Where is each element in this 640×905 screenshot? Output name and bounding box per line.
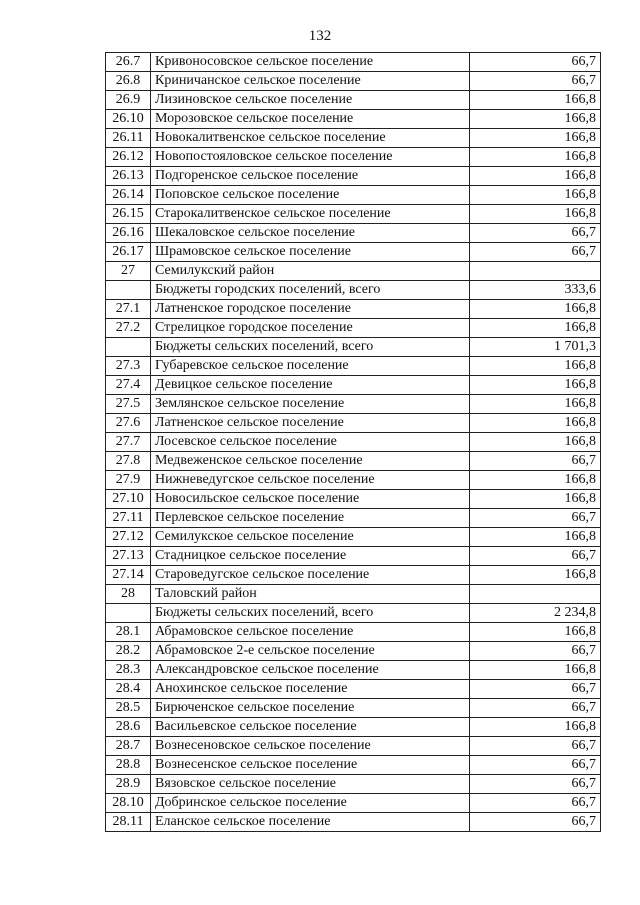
row-name: Еланское сельское поселение [151, 813, 470, 832]
row-value: 166,8 [470, 471, 601, 490]
row-name: Губаревское сельское поселение [151, 357, 470, 376]
row-name: Бюджеты городских поселений, всего [151, 281, 470, 300]
row-number: 26.17 [106, 243, 151, 262]
table-row [106, 243, 601, 262]
row-name: Анохинское сельское поселение [151, 680, 470, 699]
row-number: 27.10 [106, 490, 151, 509]
table-row [106, 338, 601, 357]
row-number: 27.9 [106, 471, 151, 490]
table-row [106, 566, 601, 585]
row-number [106, 604, 151, 623]
row-number: 26.15 [106, 205, 151, 224]
row-number: 27.4 [106, 376, 151, 395]
row-value: 166,8 [470, 167, 601, 186]
row-value: 166,8 [470, 528, 601, 547]
row-name: Землянское сельское поселение [151, 395, 470, 414]
row-name: Лизиновское сельское поселение [151, 91, 470, 110]
row-value: 1 701,3 [470, 338, 601, 357]
row-number: 27.3 [106, 357, 151, 376]
table-row [106, 528, 601, 547]
row-value: 66,7 [470, 756, 601, 775]
row-name: Шрамовское сельское поселение [151, 243, 470, 262]
row-number: 28.10 [106, 794, 151, 813]
table-row [106, 186, 601, 205]
row-number: 26.10 [106, 110, 151, 129]
table-row [106, 699, 601, 718]
row-value: 166,8 [470, 357, 601, 376]
row-value: 166,8 [470, 395, 601, 414]
row-value: 166,8 [470, 433, 601, 452]
table-row [106, 756, 601, 775]
row-number: 27.5 [106, 395, 151, 414]
row-name: Семилукское сельское поселение [151, 528, 470, 547]
row-value: 66,7 [470, 224, 601, 243]
row-number: 28.1 [106, 623, 151, 642]
row-name: Александровское сельское поселение [151, 661, 470, 680]
table-row [106, 262, 601, 281]
row-value: 166,8 [470, 661, 601, 680]
row-value: 66,7 [470, 813, 601, 832]
row-value: 166,8 [470, 91, 601, 110]
row-number: 27.13 [106, 547, 151, 566]
row-number: 28.2 [106, 642, 151, 661]
row-value: 66,7 [470, 452, 601, 471]
row-value: 166,8 [470, 148, 601, 167]
row-number: 28.8 [106, 756, 151, 775]
row-name: Бюджеты сельских поселений, всего [151, 604, 470, 623]
row-name: Таловский район [151, 585, 470, 604]
row-value: 66,7 [470, 699, 601, 718]
row-name: Бирюченское сельское поселение [151, 699, 470, 718]
table-row [106, 813, 601, 832]
row-name: Старокалитвенское сельское поселение [151, 205, 470, 224]
row-name: Добринское сельское поселение [151, 794, 470, 813]
row-value: 66,7 [470, 53, 601, 72]
row-name: Морозовское сельское поселение [151, 110, 470, 129]
row-number: 26.11 [106, 129, 151, 148]
table-row [106, 53, 601, 72]
table-row [106, 357, 601, 376]
row-number: 28 [106, 585, 151, 604]
table-row [106, 91, 601, 110]
row-value: 66,7 [470, 509, 601, 528]
row-name: Бюджеты сельских поселений, всего [151, 338, 470, 357]
row-value: 2 234,8 [470, 604, 601, 623]
table-row [106, 205, 601, 224]
row-name: Вязовское сельское поселение [151, 775, 470, 794]
row-value: 166,8 [470, 129, 601, 148]
table-row [106, 300, 601, 319]
row-name: Криничанское сельское поселение [151, 72, 470, 91]
table-row [106, 775, 601, 794]
row-value: 166,8 [470, 376, 601, 395]
row-name: Нижневедугское сельское поселение [151, 471, 470, 490]
row-name: Шекаловское сельское поселение [151, 224, 470, 243]
row-value [470, 262, 601, 281]
row-number: 26.13 [106, 167, 151, 186]
row-number: 27.11 [106, 509, 151, 528]
row-value [470, 585, 601, 604]
row-value: 66,7 [470, 642, 601, 661]
table-row [106, 585, 601, 604]
table-row [106, 718, 601, 737]
budget-table [105, 52, 601, 832]
table-row [106, 414, 601, 433]
row-value: 166,8 [470, 623, 601, 642]
row-name: Новокалитвенское сельское поселение [151, 129, 470, 148]
row-number: 27 [106, 262, 151, 281]
table-row [106, 72, 601, 91]
row-number: 26.8 [106, 72, 151, 91]
row-name: Вознесенское сельское поселение [151, 756, 470, 775]
table-row [106, 642, 601, 661]
row-value: 166,8 [470, 490, 601, 509]
row-number: 28.3 [106, 661, 151, 680]
row-name: Новосильское сельское поселение [151, 490, 470, 509]
table-row [106, 604, 601, 623]
table-row [106, 471, 601, 490]
row-number: 27.1 [106, 300, 151, 319]
row-number: 27.8 [106, 452, 151, 471]
row-value: 166,8 [470, 186, 601, 205]
row-name: Поповское сельское поселение [151, 186, 470, 205]
table-row [106, 433, 601, 452]
row-number: 27.14 [106, 566, 151, 585]
table-row [106, 547, 601, 566]
table-row [106, 490, 601, 509]
row-value: 66,7 [470, 243, 601, 262]
row-number: 28.6 [106, 718, 151, 737]
row-value: 66,7 [470, 680, 601, 699]
table-row [106, 148, 601, 167]
page-number: 132 [308, 28, 332, 44]
row-name: Лосевское сельское поселение [151, 433, 470, 452]
row-name: Новопостояловское сельское поселение [151, 148, 470, 167]
row-name: Абрамовское 2-е сельское поселение [151, 642, 470, 661]
row-number: 26.16 [106, 224, 151, 243]
row-name: Девицкое сельское поселение [151, 376, 470, 395]
row-number: 27.12 [106, 528, 151, 547]
row-number: 28.7 [106, 737, 151, 756]
table-row [106, 110, 601, 129]
row-name: Медвеженское сельское поселение [151, 452, 470, 471]
row-number: 28.9 [106, 775, 151, 794]
row-number: 26.12 [106, 148, 151, 167]
row-name: Семилукский район [151, 262, 470, 281]
row-name: Стрелицкое городское поселение [151, 319, 470, 338]
row-number: 27.2 [106, 319, 151, 338]
row-value: 66,7 [470, 737, 601, 756]
row-value: 166,8 [470, 414, 601, 433]
table-row [106, 680, 601, 699]
row-number: 28.11 [106, 813, 151, 832]
table-row [106, 794, 601, 813]
row-value: 166,8 [470, 300, 601, 319]
table-row [106, 167, 601, 186]
row-name: Латненское сельское поселение [151, 414, 470, 433]
row-value: 66,7 [470, 547, 601, 566]
row-number [106, 281, 151, 300]
table-row [106, 737, 601, 756]
row-number [106, 338, 151, 357]
row-number: 26.9 [106, 91, 151, 110]
row-name: Перлевское сельское поселение [151, 509, 470, 528]
table-row [106, 509, 601, 528]
row-value: 166,8 [470, 110, 601, 129]
row-value: 166,8 [470, 319, 601, 338]
table-row [106, 224, 601, 243]
table-row [106, 452, 601, 471]
row-number: 28.5 [106, 699, 151, 718]
row-number: 26.7 [106, 53, 151, 72]
table-row [106, 319, 601, 338]
table-row [106, 129, 601, 148]
row-name: Кривоносовское сельское поселение [151, 53, 470, 72]
table-row [106, 376, 601, 395]
row-name: Стадницкое сельское поселение [151, 547, 470, 566]
row-name: Вознесеновское сельское поселение [151, 737, 470, 756]
row-number: 27.7 [106, 433, 151, 452]
row-value: 166,8 [470, 205, 601, 224]
row-value: 166,8 [470, 718, 601, 737]
row-number: 26.14 [106, 186, 151, 205]
row-name: Подгоренское сельское поселение [151, 167, 470, 186]
row-value: 333,6 [470, 281, 601, 300]
table-row [106, 661, 601, 680]
row-name: Староведугское сельское поселение [151, 566, 470, 585]
table-row [106, 623, 601, 642]
table-row [106, 395, 601, 414]
row-number: 28.4 [106, 680, 151, 699]
table-row [106, 281, 601, 300]
row-name: Латненское городское поселение [151, 300, 470, 319]
row-name: Васильевское сельское поселение [151, 718, 470, 737]
budget-table-body [106, 53, 601, 832]
row-value: 166,8 [470, 566, 601, 585]
row-value: 66,7 [470, 794, 601, 813]
row-value: 66,7 [470, 775, 601, 794]
row-value: 66,7 [470, 72, 601, 91]
row-name: Абрамовское сельское поселение [151, 623, 470, 642]
row-number: 27.6 [106, 414, 151, 433]
